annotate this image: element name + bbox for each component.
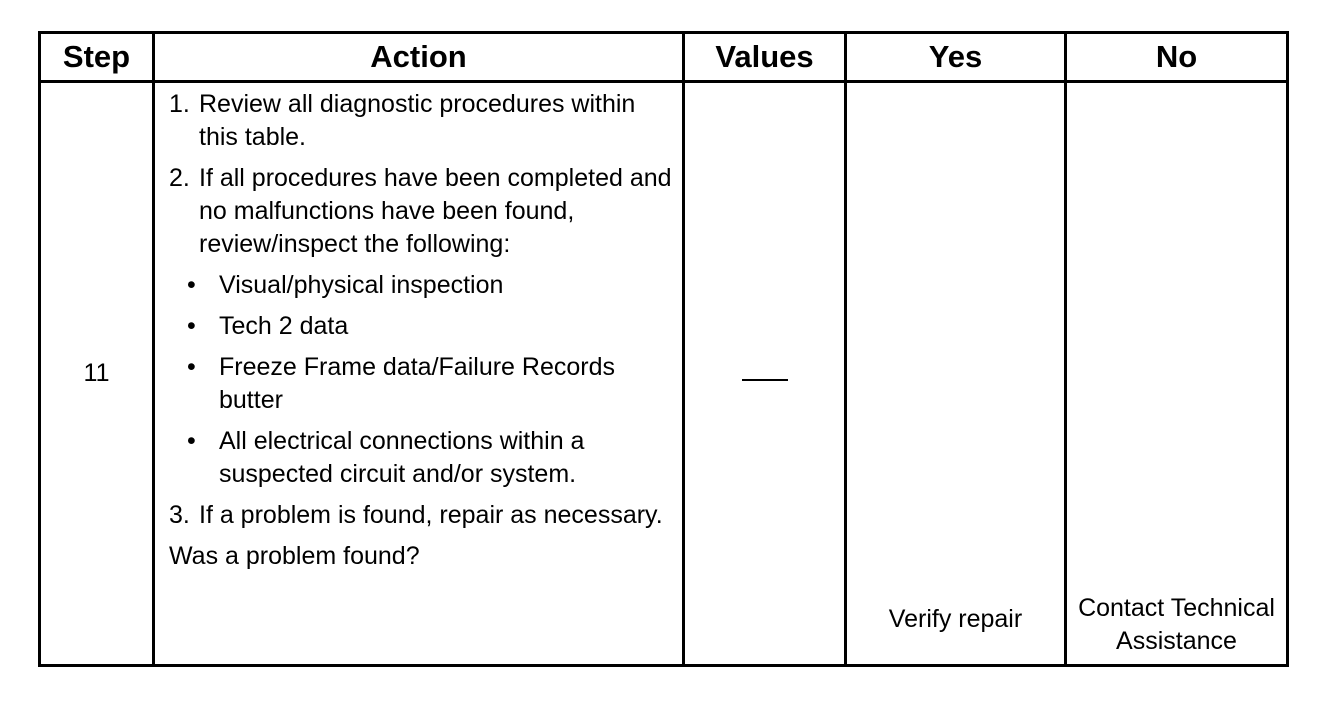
header-no: No (1066, 33, 1288, 82)
action-step-number: 2. (169, 164, 190, 192)
bullet-icon: • (187, 312, 196, 340)
action-step-3 (169, 499, 672, 532)
bullet-icon: • (187, 353, 196, 381)
action-step-text: If a problem is found, repair as necessary. (199, 501, 663, 529)
header-yes: Yes (846, 33, 1066, 82)
action-step-number: 3. (169, 501, 190, 529)
action-step-text: Review all diagnostic procedures within this table. (199, 90, 636, 151)
header-row (40, 33, 1288, 82)
action-question: Was a problem found? (169, 542, 420, 570)
bullet-text: Tech 2 data (219, 312, 349, 340)
action-cell (154, 82, 684, 666)
header-step: Step (40, 33, 154, 82)
bullet-icon: • (187, 271, 196, 299)
no-result: Contact Technical Assistance (1066, 82, 1288, 666)
values-cell (684, 82, 846, 666)
action-step-number: 1. (169, 90, 190, 118)
yes-result: Verify repair (846, 82, 1066, 666)
table-row (40, 82, 1288, 666)
inspection-bullet (169, 351, 672, 417)
action-step-2 (169, 162, 672, 261)
inspection-bullet (169, 425, 672, 491)
bullet-text: Freeze Frame data/Failure Records butter (219, 353, 615, 414)
diagnostic-table (38, 31, 1289, 667)
bullet-text: All electrical connections within a suspected circuit and/or system. (219, 427, 585, 488)
step-number: 11 (40, 82, 154, 666)
no-value-dash (742, 379, 788, 381)
bullet-text: Visual/physical inspection (219, 271, 504, 299)
header-values: Values (684, 33, 846, 82)
header-action: Action (154, 33, 684, 82)
inspection-bullet (169, 269, 672, 302)
action-step-text: If all procedures have been completed and no malfunctions have been found, review/inspect the following: (199, 164, 672, 258)
bullet-icon: • (187, 427, 196, 455)
inspection-bullet (169, 310, 672, 343)
action-step-1 (169, 88, 672, 154)
